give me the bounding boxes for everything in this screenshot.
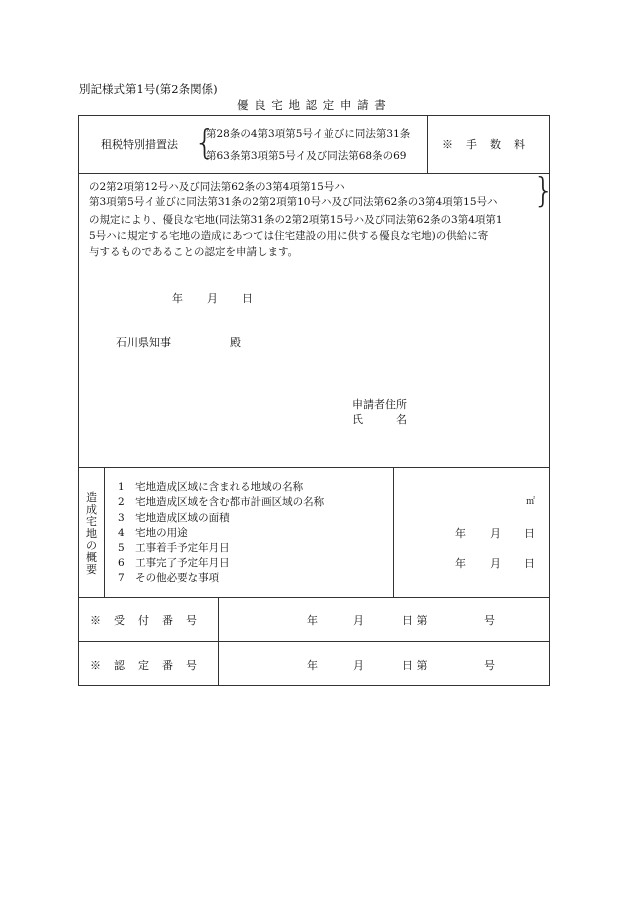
left-brace-icon: { — [194, 123, 216, 163]
date-month: 月 — [207, 292, 218, 305]
body-paragraph-line-1: の規定により、優良な宅地(同法第31条の2第2項第15号ハ及び同法第62条の3第4項第1 — [89, 214, 503, 226]
overview-item: 1 宅地造成区域に含まれる地域の名称 — [118, 481, 304, 493]
applicant-name-label: 氏 名 — [352, 413, 407, 426]
start-date-month: 月 — [490, 527, 501, 540]
start-date-day: 日 — [524, 527, 535, 540]
end-date-day: 日 — [524, 557, 535, 570]
body-paragraph-line-2: 5号ハに規定する宅地の造成にあつては住宅建設の用に供する優良な宅地)の供給に寄 — [89, 230, 489, 242]
cert-day-no: 日 第 — [402, 659, 428, 672]
fee-label: ※ 手 数 料 — [442, 138, 526, 151]
form-number: 別記様式第1号(第2条関係) — [79, 82, 218, 96]
law-name: 租税特別措置法 — [101, 138, 178, 151]
cert-year: 年 — [307, 659, 318, 672]
divider-overview-side — [104, 467, 105, 597]
right-brace-icon: } — [533, 171, 555, 211]
overview-side-label-1: 造 — [86, 491, 97, 504]
law-line-1: 第28条の4第3項第5号イ並びに同法第31条 — [206, 128, 411, 140]
receipt-month: 月 — [353, 614, 364, 627]
divider-fee-column — [427, 115, 428, 173]
end-date-month: 月 — [490, 557, 501, 570]
law-continuation-2: 第3項第5号イ並びに同法第31条の2第2項第10号ハ及び同法第62条の3第4項第15号ハ — [89, 196, 498, 208]
cert-number-suffix: 号 — [484, 659, 495, 672]
cert-month: 月 — [353, 659, 364, 672]
overview-side-label-6: 概 — [86, 551, 97, 564]
date-year: 年 — [172, 292, 183, 305]
addressee-honorific: 殿 — [230, 336, 241, 349]
applicant-address-label: 申請者住所 — [352, 398, 407, 411]
receipt-number-label: ※ 受 付 番 号 — [90, 614, 198, 627]
overview-side-label-2: 成 — [86, 503, 97, 516]
overview-item: 2 宅地造成区域を含む都市計画区域の名称 — [118, 496, 325, 508]
overview-side-label-4: 地 — [86, 527, 97, 540]
overview-item: 6 工事完了予定年月日 — [118, 557, 230, 569]
receipt-year: 年 — [307, 614, 318, 627]
divider-overview — [78, 597, 550, 598]
law-line-2: 第63条第3項第5号イ及び同法第68条の69 — [206, 150, 407, 162]
area-unit: ㎡ — [526, 497, 536, 507]
overview-item: 7 その他必要な事項 — [118, 572, 220, 584]
overview-side-label-5: の — [86, 539, 97, 552]
date-day: 日 — [242, 292, 253, 305]
divider-law-block — [78, 173, 550, 174]
receipt-number-suffix: 号 — [484, 614, 495, 627]
law-continuation-1: の2第2項第12号ハ及び同法第62条の3第4項第15号ハ — [89, 181, 345, 193]
overview-item: 5 工事着手予定年月日 — [118, 542, 230, 554]
body-paragraph-line-3: 与するものであることの認定を申請します。 — [89, 246, 299, 258]
addressee-name: 石川県知事 — [116, 336, 171, 349]
form-title: 優 良 宅 地 認 定 申 請 書 — [237, 98, 387, 112]
receipt-day-no: 日 第 — [402, 614, 428, 627]
overview-side-label-3: 宅 — [86, 515, 97, 528]
divider-overview-values — [393, 467, 394, 597]
divider-receipt — [78, 641, 550, 642]
divider-main-section — [78, 467, 550, 468]
overview-side-label-7: 要 — [86, 563, 97, 576]
cert-number-label: ※ 認 定 番 号 — [90, 659, 198, 672]
end-date-year: 年 — [455, 557, 466, 570]
overview-item: 3 宅地造成区域の面積 — [118, 512, 230, 524]
overview-item: 4 宅地の用途 — [118, 527, 188, 539]
divider-number-rows — [218, 597, 219, 686]
start-date-year: 年 — [455, 527, 466, 540]
